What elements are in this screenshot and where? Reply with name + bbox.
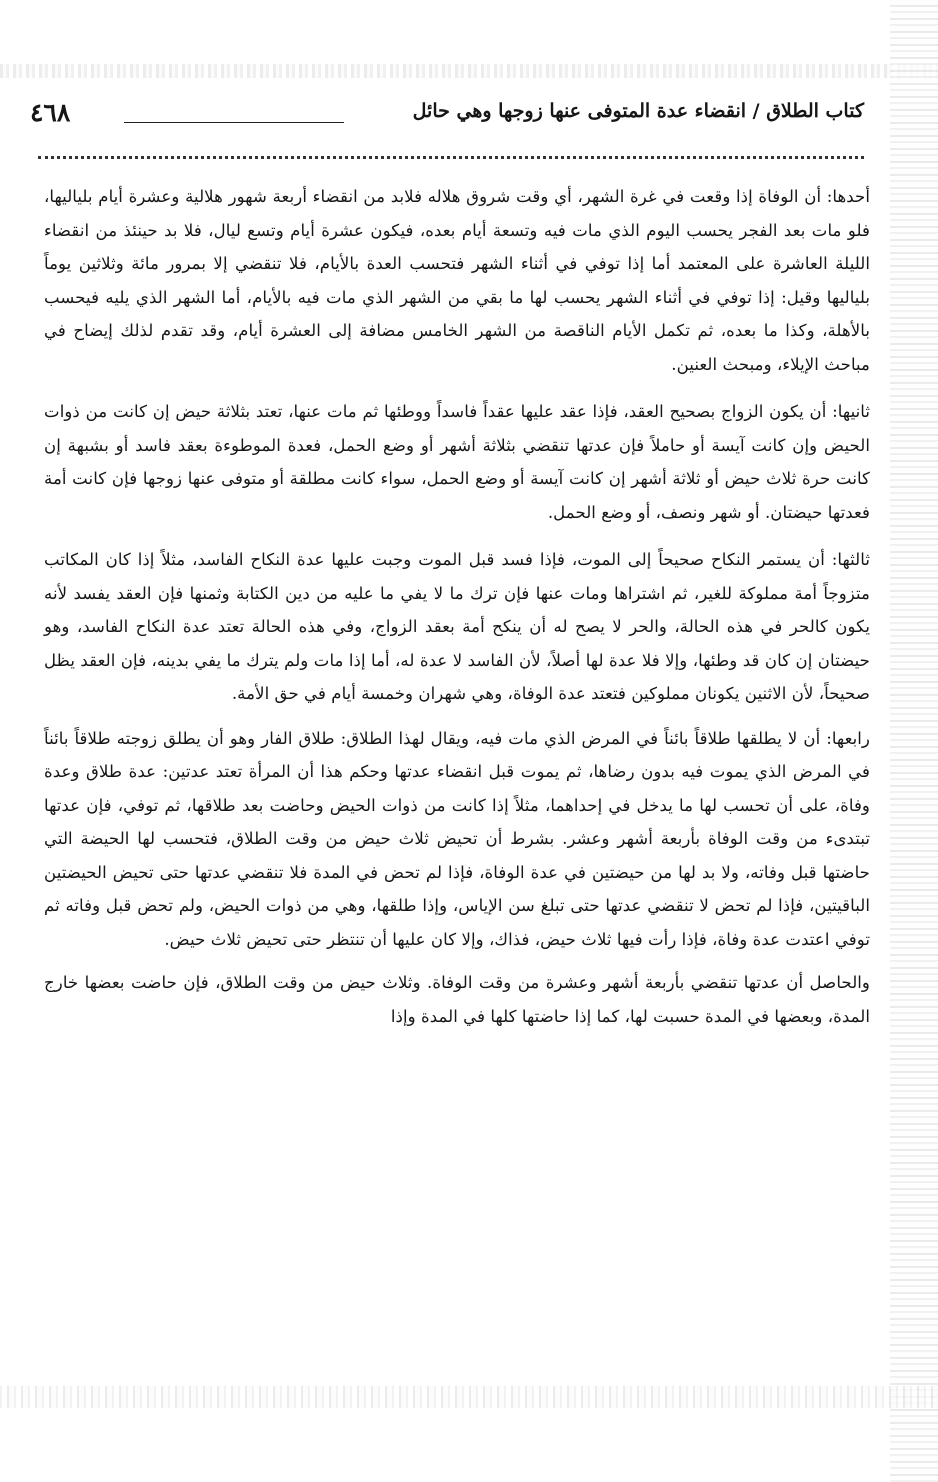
page-number: ٤٦٨ [30, 98, 71, 127]
scan-edge-right [890, 0, 938, 1482]
paragraph-summary: والحاصل أن عدتها تنقضي بأربعة أشهر وعشرة من وقت الوفاة. وثلاث حيض من وقت الطلاق، فإن حاضت بعضها خارج المدة، وبعضها في المدة حسبت لها، كما إذا حاضتها كلها في المدة وإذا [44, 972, 870, 1026]
paragraph-second-condition: ثانيها: أن يكون الزواج بصحيح العقد، فإذا عقد عليها عقداً فاسداً ووطئها ثم مات عنها، تعتد بثلاثة حيض إن كانت من ذوات الحيض وإن كانت آيسة أو حاملاً فإن عدتها تنقضي بثلاثة أشهر أو وضع الحمل، فعدة الموطوءة بعقد فاسد أو بشبهة إن كانت حرة ثلاث حيض أو ثلاثة أشهر إن كانت آيسة أو وضع الحمل، سواء كانت مطلقة أو متوفى عنها زوجها فإن كانت أمة فعدتها حيضتان. أو شهر ونصف، أو وضع الحمل. [44, 401, 870, 522]
header-title: كتاب الطلاق / انقضاء عدة المتوفى عنها زوجها وهي حائل [412, 100, 864, 122]
header-rule [124, 122, 344, 123]
body-text [44, 180, 870, 1033]
running-header [30, 96, 864, 136]
scan-edge-bottom [0, 1386, 938, 1408]
scan-edge-top [0, 64, 938, 78]
paragraph-first-condition: أحدها: أن الوفاة إذا وقعت في غرة الشهر، أي وقت شروق هلاله فلابد من انقضاء أربعة شهور هلالية وعشرة أيام بلياليها، فلو مات بعد الفجر يحسب اليوم الذي مات فيه وتسعة أيام بعده، فيكون عشرة أيام وتسع ليال، فلا بد حينئذ من انقضاء الليلة العاشرة على المعتمد أما إذا توفي في أثناء الشهر فتحسب العدة بالأيام، فلا تنقضي إلا بمرور مائة وثلاثين يوماً بلياليها وقيل: إذا توفي في أثناء الشهر يحسب لها ما بقي من الشهر الذي مات فيه بالأيام، أما الشهر الذي يليه فيحسب بالأهلة، وكذا ما بعده، ثم تكمل الأيام الناقصة من الشهر الخامس مضافة إلى العشرة أيام، وقد تقدم لذلك إيضاح في مباحث الإيلاء، ومبحث العنين. [44, 186, 870, 374]
header-dotted-divider [38, 156, 864, 159]
paragraph-fourth-condition: رابعها: أن لا يطلقها طلاقاً بائناً في المرض الذي مات فيه، ويقال لهذا الطلاق: طلاق الفار وهو أن يطلق زوجته طلاقاً بائناً في المرض الذي يموت فيه بدون رضاها، ثم يموت قبل انقضاء عدتها وحكم هذا أن المرأة تعتد عدتين: عدة طلاق وعدة وفاة، على أن تحسب لها ما يدخل في إحداهما، مثلاً إذا كانت من ذوات الحيض وحاضت بعد طلاقها، ثم توفي، فإن عدتها تبتدىء من وقت الوفاة بأربعة أشهر وعشر. بشرط أن تحيض ثلاث حيض من وقت الطلاق، فتحسب لها الحيضة التي حاضتها قبل وفاته، ولا بد لها من حيضتين في عدة الوفاة، فإذا لم تحض في المدة فلا تنقضي عدتها حتى تحيض الحيضتين الباقيتين، فإذا لم تحض لا تنقضي عدتها حتى تبلغ سن الإياس، وإذا طلقها، وهي من ذوات الحيض، ولم تحض قبل وفاته ثم توفي اعتدت عدة وفاة، فإذا رأت فيها ثلاث حيض، فذاك، وإلا كان عليها أن تنتظر حتى تحيض ثلاث حيض. [44, 727, 870, 949]
paragraph-third-condition: ثالثها: أن يستمر النكاح صحيحاً إلى الموت، فإذا فسد قبل الموت وجبت عليها عدة النكاح الفاسد، مثلاً إذا كان المكاتب متزوجاً أمة مملوكة للغير، ثم اشتراها ومات عنها فإن ترك ما لا يفي ما عليه من دين الكتابة وثمنها فإن العقد يفسد لأنه يكون كالحر في هذه الحالة، والحر لا يصح له أن ينكح أمة بعقد الزواج، وفي هذه الحالة تعتد عدة النكاح الفاسد، وهو حيضتان إن كان قد وطئها، وإلا فلا عدة لها أصلاً، لأن الفاسد لا عدة له، أما إذا مات ولم يترك ما يفي بدينه، فإن العقد يظل صحيحاً، لأن الاثنين يكونان مملوكين فتعتد عدة الوفاة، وهي شهران وخمسة أيام في حق الأمة. [44, 549, 870, 703]
